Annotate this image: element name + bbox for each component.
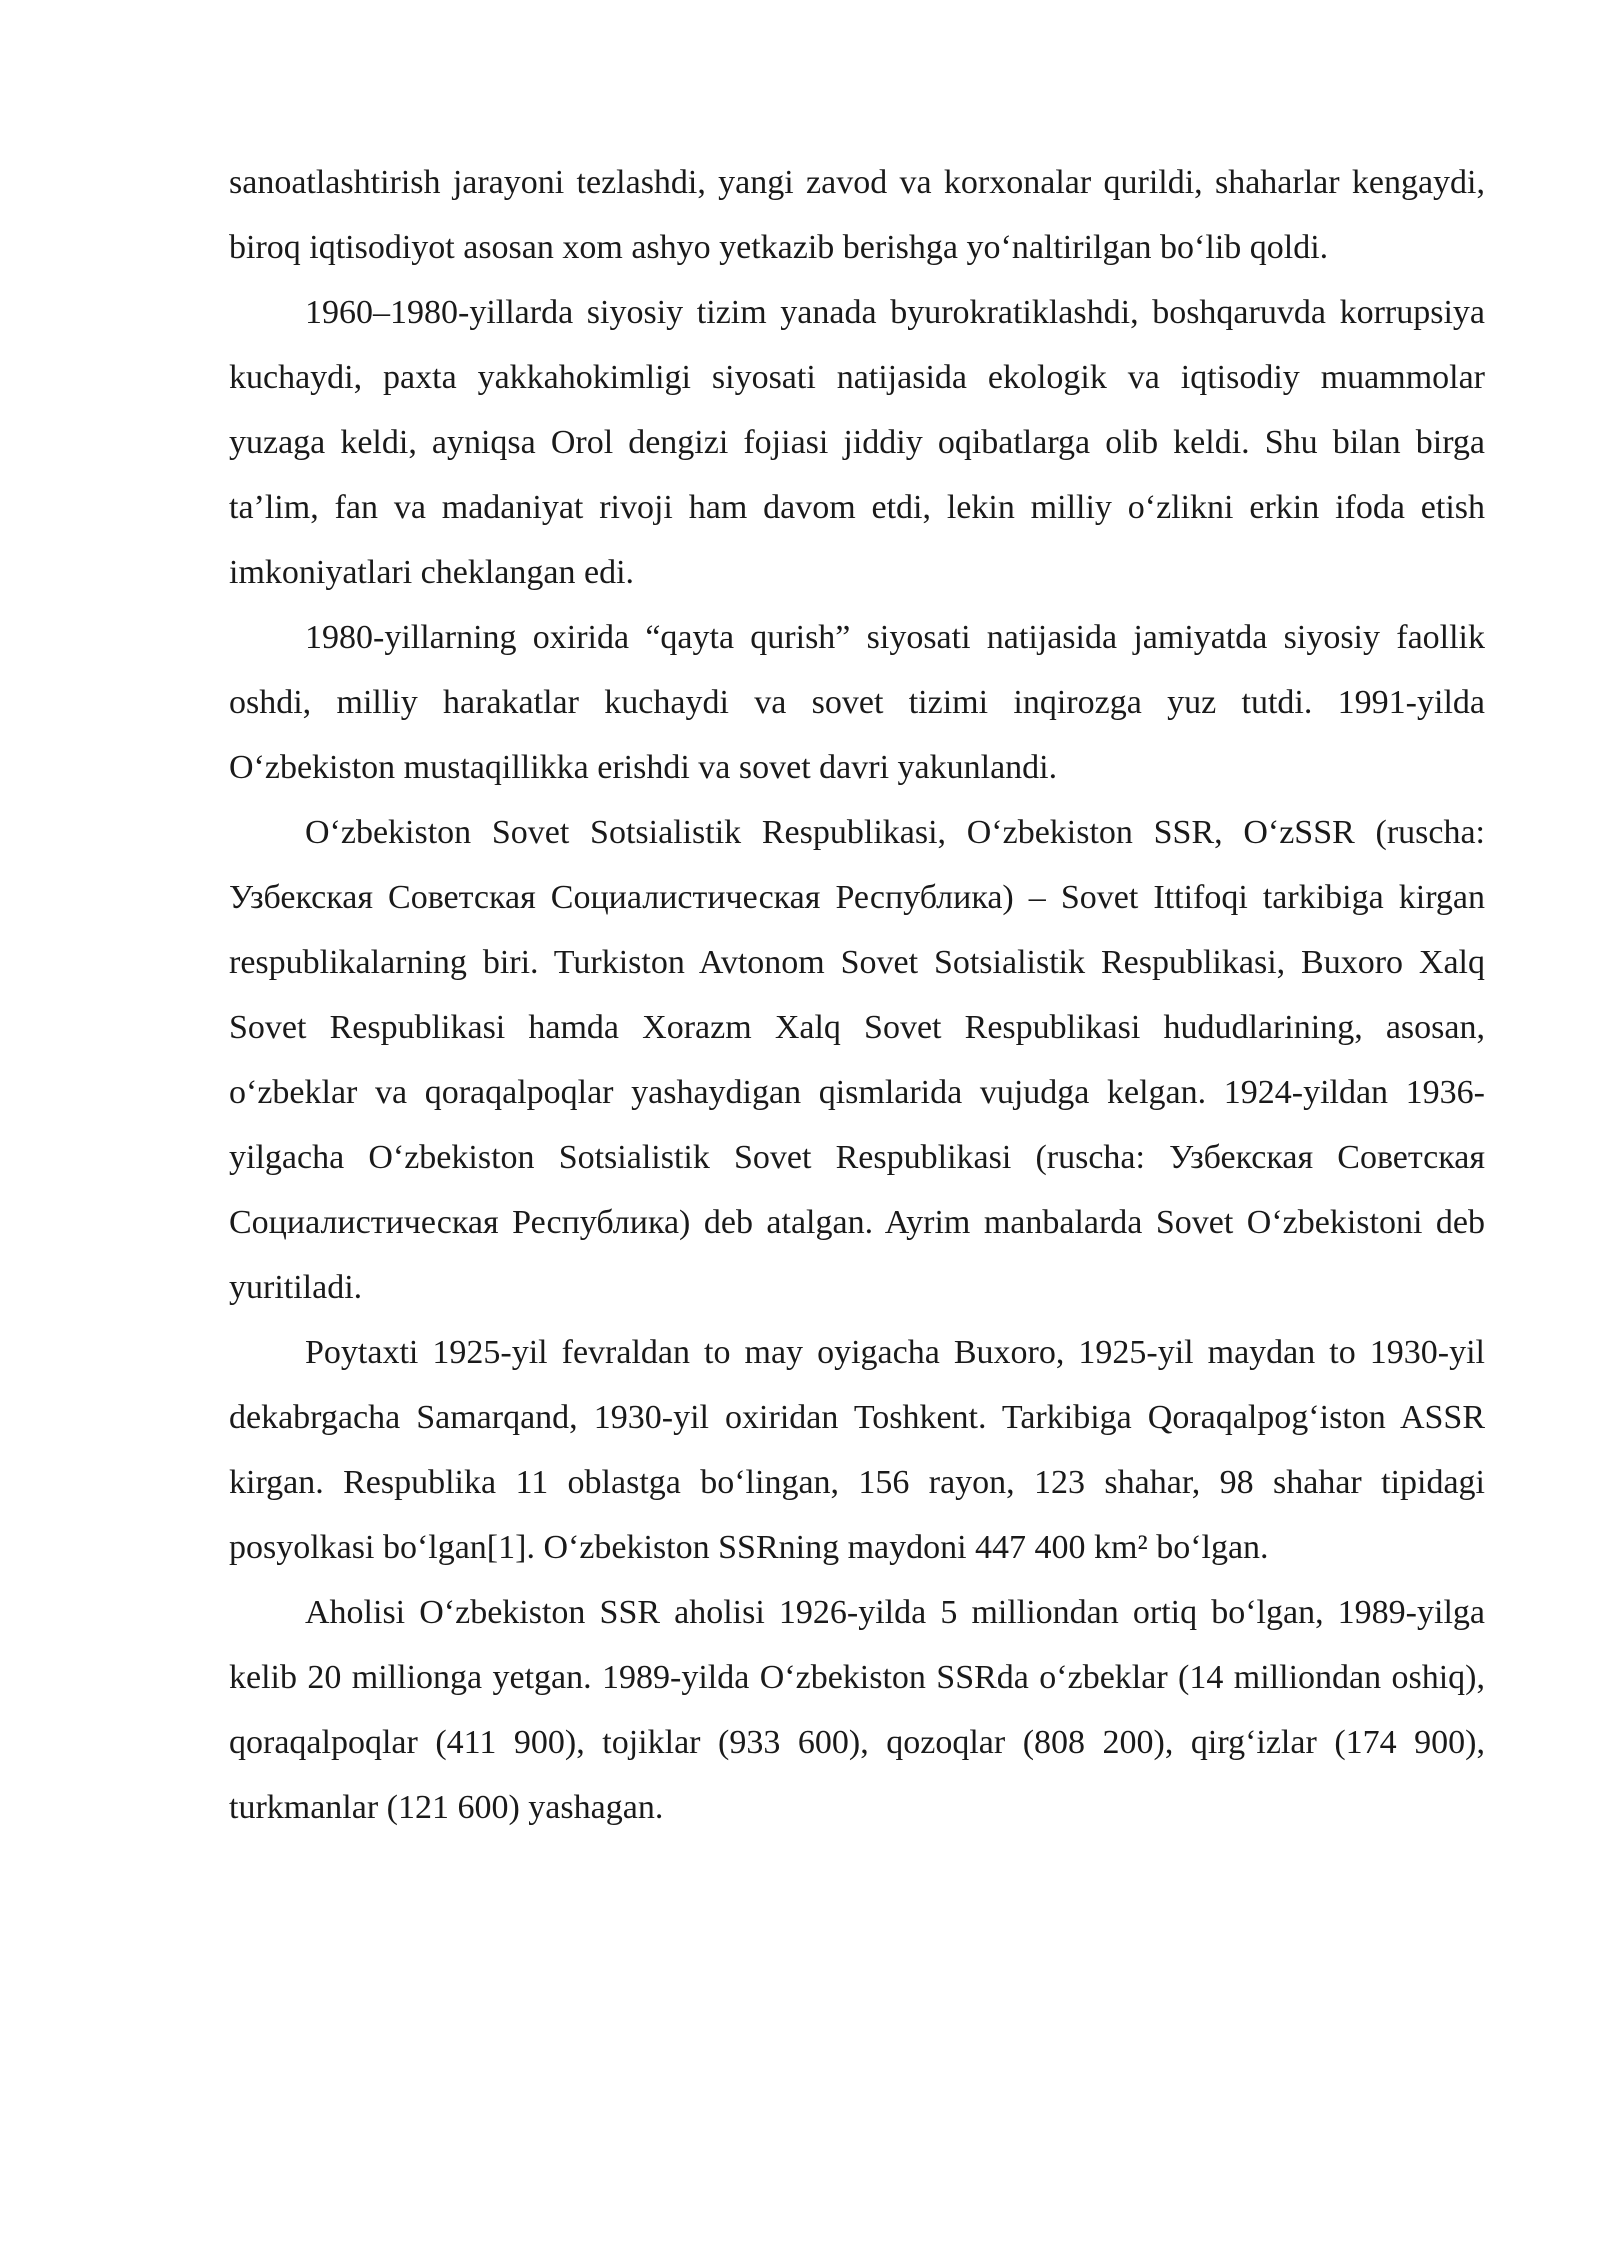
paragraph-continuation: sanoatlashtirish jarayoni tezlashdi, yangi zavod va korxonalar qurildi, shaharlar kengaydi, biroq iqtisodiyot asosan xom ashyo yetkazib berishga yo‘naltirilgan bo‘lib qoldi.	[229, 164, 1485, 266]
paragraph-uzssr-definition: O‘zbekiston Sovet Sotsialistik Respublikasi, O‘zbekiston SSR, O‘zSSR (ruscha: Узбекская Советская Социалистическая Республика) – Sovet Ittifoqi tarkibiga kirgan respublikalarning biri. Turkiston Avtonom Sovet Sotsialistik Respublikasi, Buxoro Xalq Sovet Respublikasi hamda Xorazm Xalq Sovet Respublikasi hududlarining, asosan, o‘zbeklar va qoraqalpoqlar yashaydigan qismlarida vujudga kelgan. 1924-yildan 1936-yilgacha O‘zbekiston Sotsialistik Sovet Respublikasi (ruscha: Узбекская Советская Социалистическая Республика) deb atalgan. Ayrim manbalarda Sovet O‘zbekistoni deb yuritiladi.	[229, 814, 1485, 1306]
paragraph-1980s-perestroika: 1980-yillarning oxirida “qayta qurish” siyosati natijasida jamiyatda siyosiy faollik oshdi, milliy harakatlar kuchaydi va sovet tizimi inqirozga yuz tutdi. 1991-yilda O‘zbekiston mustaqillikka erishdi va sovet davri yakunlandi.	[229, 619, 1485, 786]
paragraph-population: Aholisi O‘zbekiston SSR aholisi 1926-yilda 5 milliondan ortiq bo‘lgan, 1989-yilga kelib 20 millionga yetgan. 1989-yilda O‘zbekiston SSRda o‘zbeklar (14 milliondan oshiq), qoraqalpoqlar (411 900), tojiklar (933 600), qozoqlar (808 200), qirg‘izlar (174 900), turkmanlar (121 600) yashagan.	[229, 1594, 1485, 1826]
paragraph-capital-territory: Poytaxti 1925-yil fevraldan to may oyigacha Buxoro, 1925-yil maydan to 1930-yil dekabrgacha Samarqand, 1930-yil oxiridan Toshkent. Tarkibiga Qoraqalpog‘iston ASSR kirgan. Respublika 11 oblastga bo‘lingan, 156 rayon, 123 shahar, 98 shahar tipidagi posyolkasi bo‘lgan[1]. O‘zbekiston SSRning maydoni 447 400 km² bo‘lgan.	[229, 1334, 1485, 1566]
document-body	[229, 150, 1485, 1840]
paragraph-1960-1980: 1960–1980-yillarda siyosiy tizim yanada byurokratiklashdi, boshqaruvda korrupsiya kuchaydi, paxta yakkahokimligi siyosati natijasida ekologik va iqtisodiy muammolar yuzaga keldi, ayniqsa Orol dengizi fojiasi jiddiy oqibatlarga olib keldi. Shu bilan birga ta’lim, fan va madaniyat rivoji ham davom etdi, lekin milliy o‘zlikni erkin ifoda etish imkoniyatlari cheklangan edi.	[229, 294, 1485, 591]
